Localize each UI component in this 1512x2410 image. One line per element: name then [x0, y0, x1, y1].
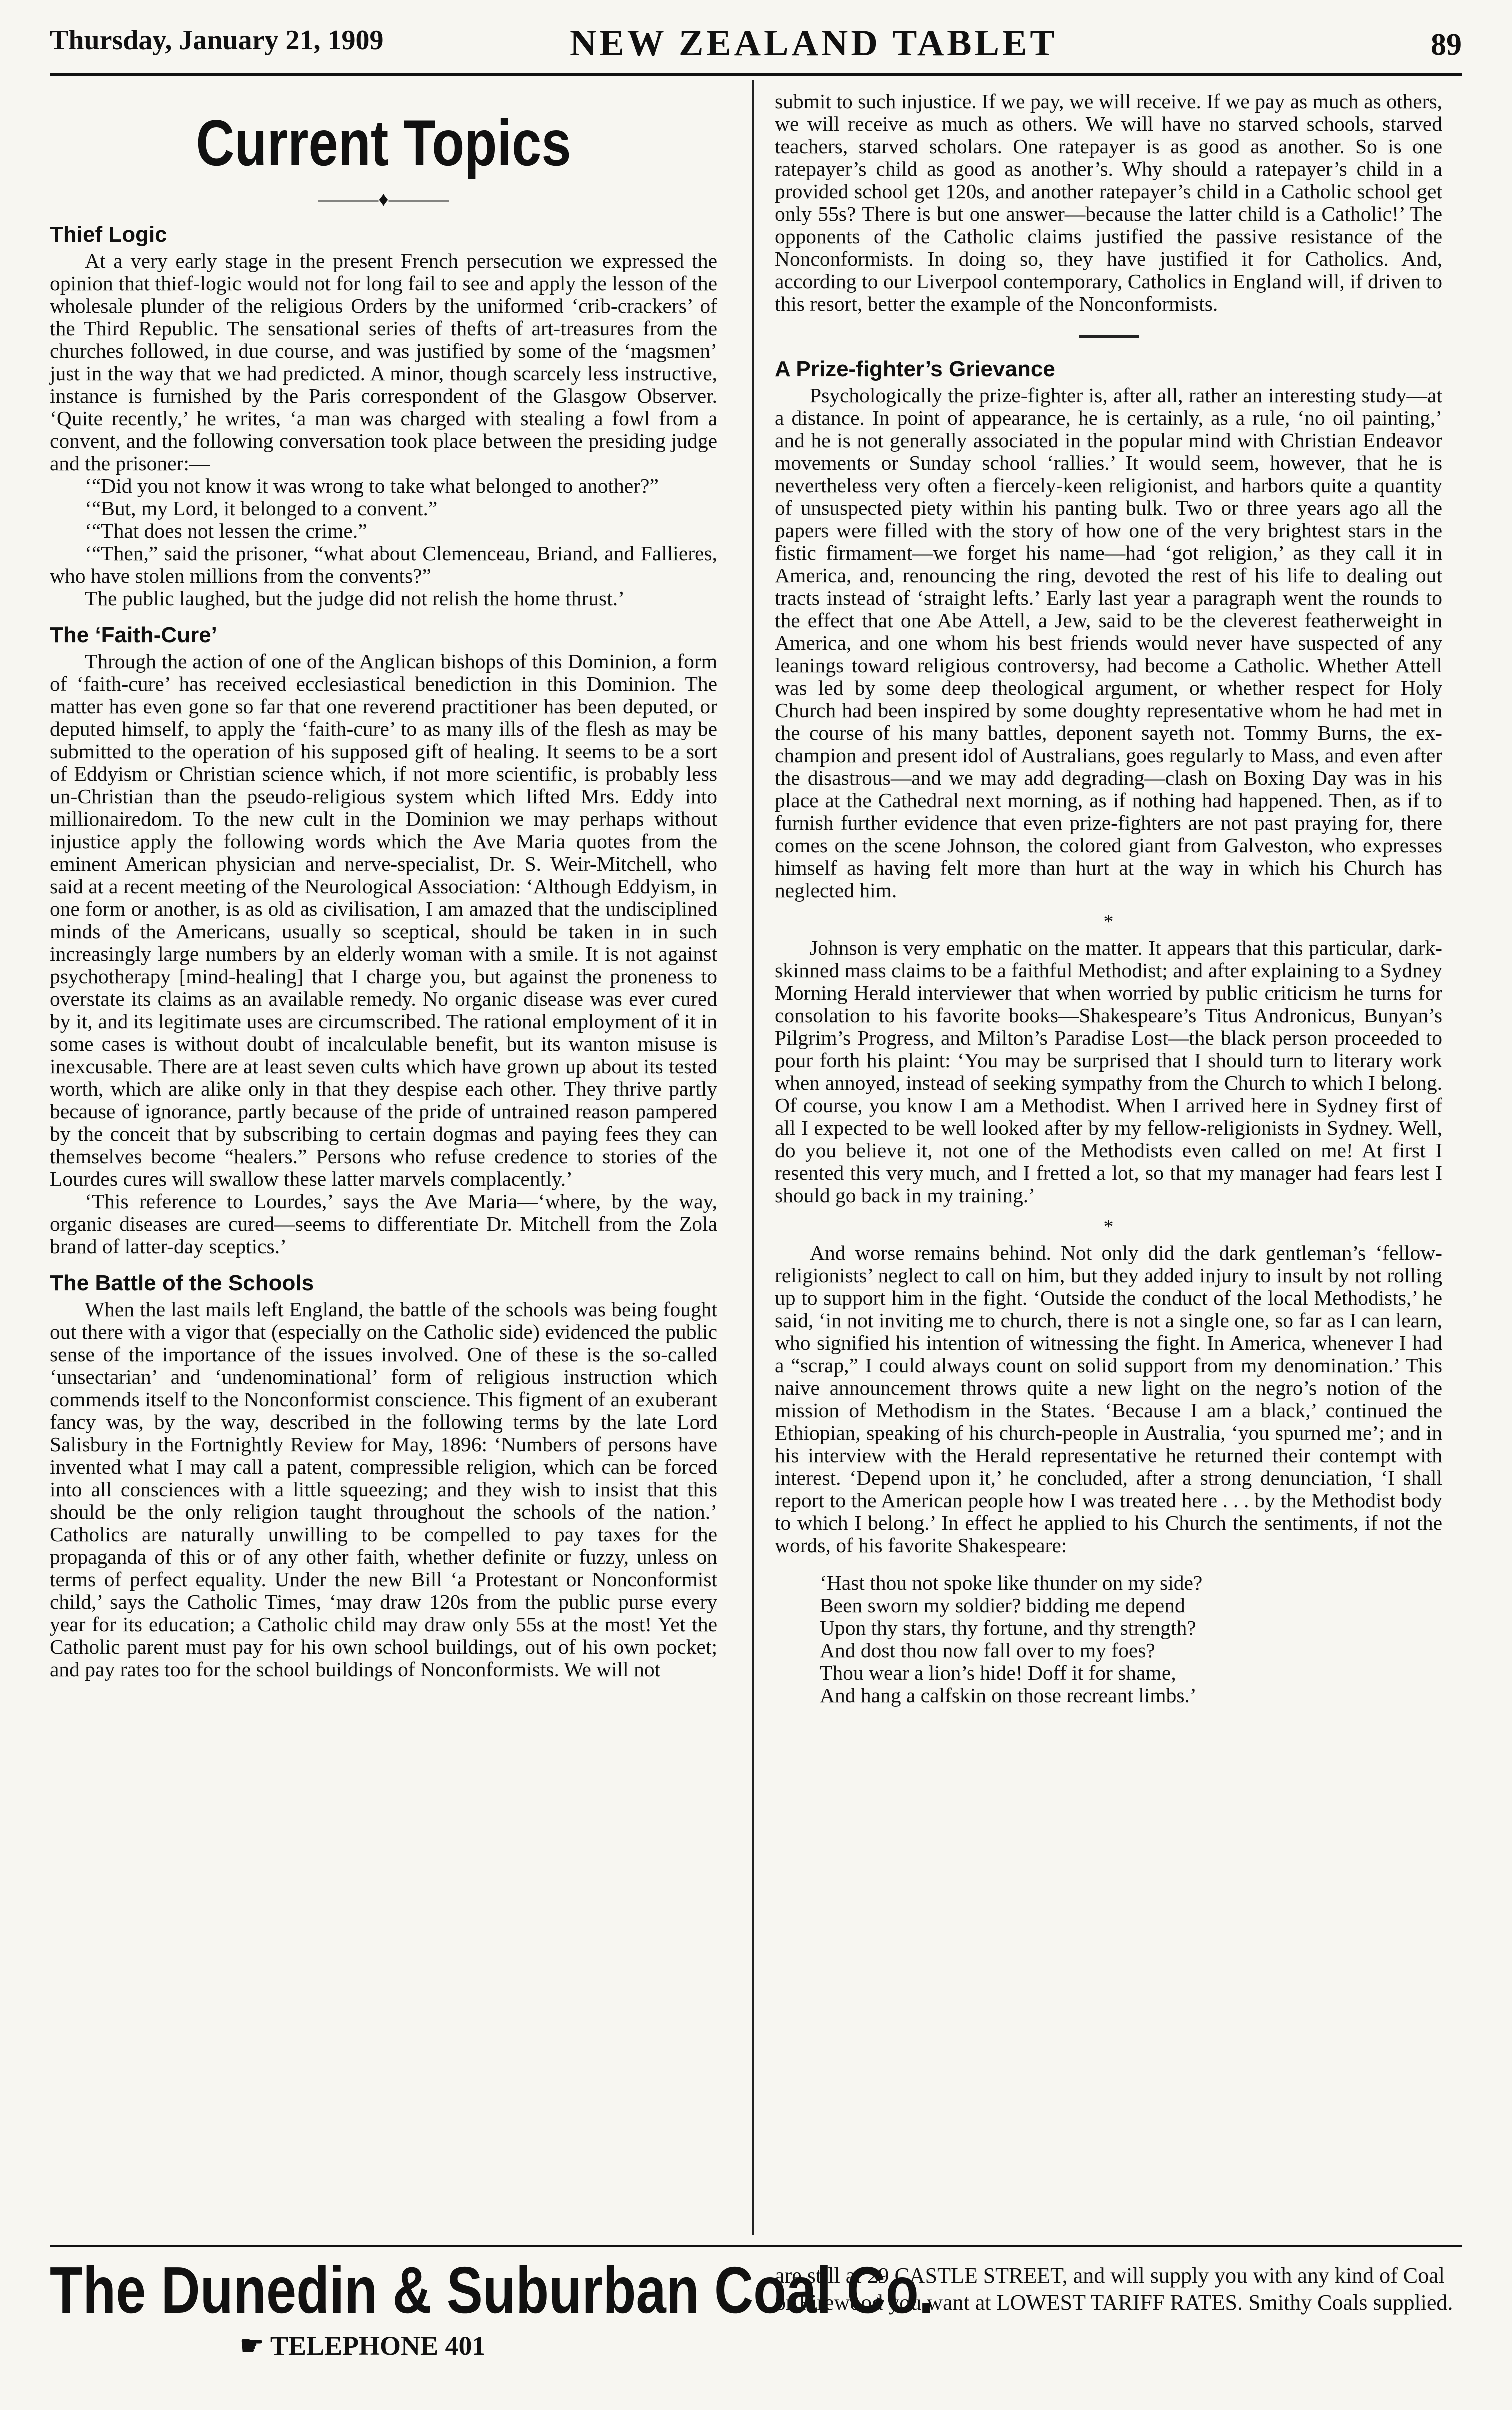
advertisement-footer: [50, 2245, 1462, 2387]
paragraph: And worse remains behind. Not only did the dark gentleman’s ‘fellow-religionists’ neglect to call on him, but they added injury to insult by not rolling up to support him in the fight. ‘Outside the conduct of the local Methodists,’ he said, ‘in not inviting me to church, there is not a single one, so far as I can learn, who signified his intention of witnessing the fight. In America, whenever I had a “scrap,” I could always count on solid support from my denomination.’ This naive announcement throws quite a new light on the negro’s notion of the mission of Methodism in the States. ‘Because I am a black,’ continued the Ethiopian, speaking of his church-people in Australia, ‘you spurned me’; and in his interview with the Herald representative he returned their contempt with interest. ‘Depend upon it,’ he concluded, after a strong denunciation, ‘I shall report to the American people how I was treated here . . . by the Methodist body to which I belong.’ In effect he applied to his Church the sentiments, if not the words, of his favorite Shakespeare:: [775, 1241, 1442, 1557]
header-rule: [50, 73, 1462, 76]
verse-line: Thou wear a lion’s hide! Doff it for shame,: [820, 1661, 1176, 1684]
asterisk-divider: *: [1104, 1215, 1114, 1238]
section-masthead: Current Topics: [196, 106, 572, 179]
verse-quote: [820, 1572, 1442, 1707]
column-divider: [752, 80, 754, 2235]
paragraph: ‘“But, my Lord, it belonged to a convent.”: [85, 497, 438, 520]
issue-date: Thursday, January 21, 1909: [50, 25, 384, 56]
paragraph: ‘This reference to Lourdes,’ says the Ave Maria—‘where, by the way, organic diseases are cured—seems to differentiate Dr. Mitchell from the Zola brand of latter-day sceptics.’: [50, 1190, 718, 1258]
paragraph: ‘“Did you not know it was wrong to take what belonged to another?”: [85, 474, 659, 497]
ornament-divider: ———♦———: [318, 188, 449, 210]
paragraph: ‘“That does not lessen the crime.”: [85, 519, 368, 542]
paragraph: Psychologically the prize-fighter is, after all, rather an interesting study—at a distance. In point of appearance, he is certainly, as a rule, ‘no oil painting,’ and he is not generally associated in the popular mind with Christian Endeavor movements or Sunday school ‘rallies.’ It would seem, however, that he is nevertheless very often a fiercely-keen religionist, and harbors quite a quantity of unsuspected piety within his panting bulk. Two or three years ago all the papers were filled with the story of how one of the very brightest stars in the fistic firmament—we forget his name—had ‘got religion,’ as they call it in America, and, renouncing the ring, devoted the rest of his life to dealing out tracts instead of ‘straight lefts.’ Early last year a paragraph went the rounds to the effect that one Abe Attell, a Jew, said to be the cleverest featherweight in America, and one whom his best friends would never have suspected of any leanings toward religious controversy, had become a Catholic. Whether Attell was led by some deep theological argument, or whether respect for Holy Church had been inspired by some doughty representative whom he had met in the course of his many battles, deponent sayeth not. Tommy Burns, the ex-champion and present idol of Australians, goes regularly to Mass, and even after the disastrous—and we may add degrading—clash on Boxing Day was in his place at the Cathedral next morning, as if nothing had happened. Then, as if to furnish further evidence that even prize-fighters are not past praying for, there comes on the scene Johnson, the colored giant from Galveston, who expresses himself as having felt more than hurt at the way in which his Church has neglected him.: [775, 384, 1442, 902]
paragraph: Through the action of one of the Anglican bishops of this Dominion, a form of ‘faith-cure’ has received ecclesiastical benediction in this Dominion. The matter has even gone so far that one reverend practitioner has been deputed, or deputed himself, to apply the ‘faith-cure’ to as many ills of the flesh as may be submitted to the operation of his supposed gift of healing. It seems to be a sort of Eddyism or Christian science which, if not more scientific, is probably less un-Christian than the pseudo-religious system which lifted Mrs. Eddy into millionairedom. To the new cult in the Dominion we may perhaps without injustice apply the following words which the Ave Maria quotes from the eminent American physician and nerve-specialist, Dr. S. Weir-Mitchell, who said at a recent meeting of the Neurological Association: ‘Although Eddyism, in one form or another, is as old as civilisation, I am amazed that the undisciplined minds of the Americans, usually so sceptical, should be taken in in such increasingly large numbers by an elderly woman with a smile. It is not against psychotherapy [mind-healing] that I charge you, but against the proneness to overstate its claims as an available remedy. No organic disease was ever cured by it, and its legitimate uses are circumscribed. The rational employment of it in some cases is without doubt of incalculable benefit, but its wanton misuse is inexcusable. There are at least seven cults which have grown up about its tested worth, which are alike only in that they despise each other. They thrive partly because of ignorance, partly because of the pride of untrained reason pampered by the conceit that by subscribing to certain dogmas and paying fees they can themselves become “healers.” Persons who refuse credence to stories of the Lourdes cures will swallow these latter marvels complacently.’: [50, 650, 718, 1190]
right-column: [775, 90, 1442, 1707]
paragraph: Johnson is very emphatic on the matter. It appears that this particular, dark-skinned mass claims to be a faithful Methodist; and after explaining to a Sydney Morning Herald interviewer that when worried by public criticism he turns for consolation to his favorite books—Shakespeare’s Titus Andronicus, Bunyan’s Pilgrim’s Progress, and Milton’s Paradise Lost—the black person proceeded to pour forth his plaint: ‘You may be surprised that I should turn to literary work when annoyed, instead of seeking sympathy from the Church to which I belong. Of course, you know I am a Methodist. When I arrived here in Sydney first of all I expected to be well looked after by my fellow-religionists in Sydney. Well, do you believe it, not one of the Methodists even called on me! At first I resented this very much, and I fretted a lot, so that my manager had fears lest I should go back in my training.’: [775, 936, 1442, 1207]
telephone-number: ☛ TELEPHONE 401: [240, 2331, 486, 2361]
heading-faith-cure: The ‘Faith-Cure’: [50, 623, 218, 647]
paragraph: The public laughed, but the judge did not relish the home thrust.’: [85, 587, 625, 610]
paragraph: When the last mails left England, the battle of the schools was being fought out there with a vigor that (especially on the Catholic side) evidenced the public sense of the importance of the issues involved. One of these is the so-called ‘unsectarian’ and ‘undenominational’ form of religious instruction which commends itself to the Nonconformist conscience. This figment of an exuberant fancy was, by the way, described in the following terms by the late Lord Salisbury in the Fortnightly Review for May, 1896: ‘Numbers of persons have invented what I may call a patent, compressible religion, which can be forced into all consciences with a little squeezing; and they wish to insist that this should be the only religion taught throughout the schools of the nation.’ Catholics are naturally unwilling to be compelled to pay taxes for the propaganda of this or of any other faith, whether definite or fuzzy, unless on terms of perfect equality. Under the new Bill ‘a Protestant or Nonconformist child,’ says the Catholic Times, ‘may draw 120s from the public purse every year for its education; a Catholic child may draw only 55s at the most! Yet the Catholic parent must pay for his own school buildings, out of his own pocket; and pay rates too for the school buildings of Nonconformists. We will not: [50, 1298, 718, 1681]
advertisement-text: are still at 29 CASTLE STREET, and will supply you with any kind of Coal or Firewood you want at LOWEST TARIFF RATES. Smithy Coals supplied.: [775, 2263, 1454, 2315]
verse-line: And hang a calfskin on those recreant limbs.’: [820, 1684, 1197, 1707]
advertiser-name: The Dunedin & Suburban Coal Co.: [50, 2253, 934, 2327]
verse-line: ‘Hast thou not spoke like thunder on my side?: [820, 1571, 1203, 1594]
heading-battle-of-schools: The Battle of the Schools: [50, 1271, 314, 1295]
newspaper-title: NEW ZEALAND TABLET: [570, 23, 1058, 64]
article-separator: [1079, 335, 1139, 338]
page-header: [50, 9, 1462, 73]
paragraph: At a very early stage in the present French persecution we expressed the opinion that thief-logic would not for long fail to see and apply the lesson of the wholesale plunder of the religious Orders by the uniformed ‘crib-crackers’ of the Third Republic. The sensational series of thefts of art-treasures from the churches followed, in due course, and was justified by some of the ‘magsmen’ just in the way that we had predicted. A minor, though scarcely less instructive, instance is furnished by the Paris correspondent of the Glasgow Observer. ‘Quite recently,’ he writes, ‘a man was charged with stealing a fowl from a convent, and the following conversation took place between the presiding judge and the prisoner:—: [50, 249, 718, 475]
paragraph: submit to such injustice. If we pay, we will receive. If we pay as much as others, we will receive as much as others. We will have no starved schools, starved teachers, starved scholars. One ratepayer is as good as another. So is one ratepayer’s child as good as another’s. Why should a ratepayer’s child in a provided school get 120s, and another ratepayer’s child in a Catholic school get only 55s? There is but one answer—because the latter child is a Catholic!’ The opponents of the Catholic claims justified the passive resistance of the Nonconformists. In doing so, they have justified it for Catholics. And, according to our Liverpool contemporary, Catholics in England will, if driven to this resort, better the example of the Nonconformists.: [775, 90, 1442, 315]
verse-line: Been sworn my soldier? bidding me depend: [820, 1594, 1186, 1617]
left-column: [50, 90, 718, 1681]
heading-thief-logic: Thief Logic: [50, 222, 168, 247]
verse-line: Upon thy stars, thy fortune, and thy strength?: [820, 1616, 1196, 1639]
page-number: 89: [1431, 28, 1462, 62]
asterisk-divider: *: [1104, 910, 1114, 933]
heading-prize-fighter: A Prize-fighter’s Grievance: [775, 357, 1056, 381]
paragraph: ‘“Then,” said the prisoner, “what about Clemenceau, Briand, and Fallieres, who have stolen millions from the convents?”: [50, 542, 718, 587]
verse-line: And dost thou now fall over to my foes?: [820, 1639, 1156, 1662]
